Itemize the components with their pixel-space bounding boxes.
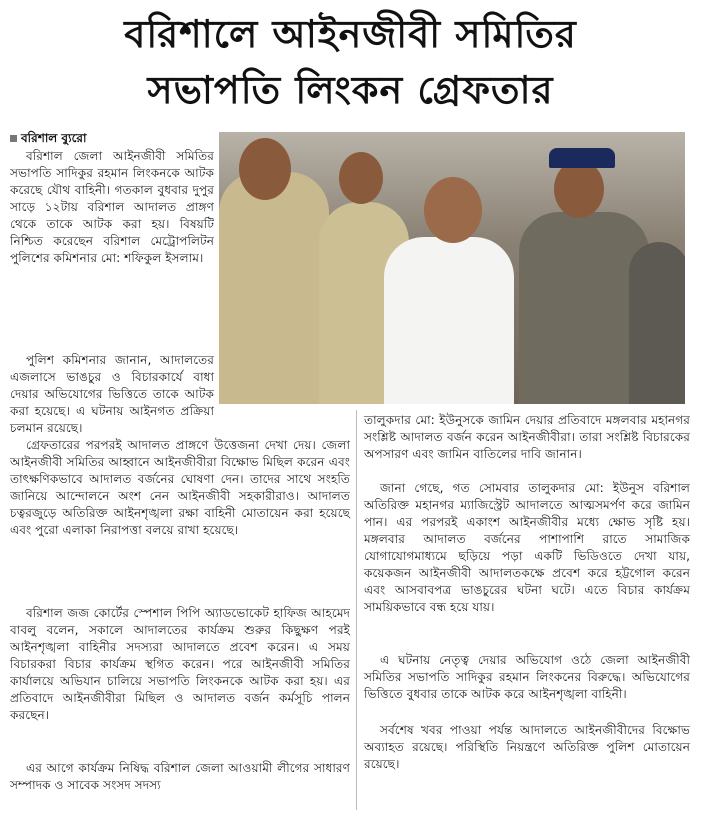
photo-figure bbox=[384, 237, 514, 404]
photo-figure-head bbox=[339, 152, 383, 204]
bullet-icon bbox=[10, 135, 17, 142]
news-photo bbox=[219, 132, 685, 404]
police-cap bbox=[549, 148, 615, 168]
photo-figure-head bbox=[554, 160, 604, 218]
paragraph: বরিশাল জজ কোর্টের স্পেশাল পিপি অ্যাডভোকেট হাফিজ আহমেদ বাবলু বলেন, সকালে আদালতের কার্যক্রম শুরুর কিছুক্ষণ পরই আইনশৃঙ্খলা বাহিনীর সদস্যরা আদালতে প্রবেশ করেন। এ সময় বিচারকরা বিচার কার্যক্রম স্থগিত করেন। পরে আইনজীবী সমিতির কার্যালয়ে অভিযান চালিয়ে সভাপতি লিংকনকে আটক করা হয়। এর প্রতিবাদে আইনজীবীরা মিছিল ও আদালত বর্জন কর্মসূচি পালন করছেন। bbox=[10, 606, 350, 722]
paragraph: এর আগে কার্যক্রম নিষিদ্ধ বরিশাল জেলা আওয়ামী লীগের সাধারণ সম্পাদক ও সাবেক সংসদ সদস্য bbox=[10, 761, 350, 792]
paragraph: এ ঘটনায় নেতৃত্ব দেয়ার অভিযোগ ওঠে জেলা আইনজীবী সমিতির সভাপতি সাদিকুর রহমান লিংকনের বিরুদ্ধে। অভিযোগের ভিত্তিতে বুধবার তাকে আটক করে আইনশৃঙ্খলা বাহিনী। bbox=[364, 653, 690, 701]
paragraph: সর্বশেষ খবর পাওয়া পর্যন্ত আদালতে আইনজীবীদের বিক্ষোভ অব্যাহত রয়েছে। পরিস্থিতি নিয়ন্ত্রণে অতিরিক্ত পুলিশ মোতায়েন রয়েছে। bbox=[364, 723, 690, 771]
paragraph: তালুকদার মো: ইউনুসকে জামিন দেয়ার প্রতিবাদে মঙ্গলবার মহানগর সংশ্লিষ্ট আদালত বর্জন করেন আইনজীবীরা। তারা সংশ্লিষ্ট বিচারকের অপসারণ এবং জামিন বাতিলের দাবি জানান। bbox=[364, 413, 690, 461]
byline bbox=[10, 130, 215, 146]
photo-figure bbox=[219, 172, 329, 404]
paragraph: পুলিশ কমিশনার জানান, আদালতের এজলাসে ভাঙচুর ও বিচারকার্যে বাধা দেয়ার অভিযোগের ভিত্তিতে তাকে আটক করা হয়েছে। এ ঘটনায় আইনগত প্রক্রিয়া চলমান রয়েছে। bbox=[10, 353, 214, 435]
column-divider bbox=[356, 410, 357, 810]
headline bbox=[0, 6, 701, 118]
photo-figure-head bbox=[424, 177, 482, 243]
photo-figure bbox=[629, 242, 685, 404]
photo-figure-head bbox=[239, 138, 291, 200]
headline-line-1: বরিশালে আইনজীবী সমিতির bbox=[124, 11, 577, 56]
byline-text: বরিশাল ব্যুরো bbox=[21, 131, 87, 145]
paragraph: বরিশাল জেলা আইনজীবী সমিতির সভাপতি সাদিকুর রহমান লিংকনকে আটক করেছে যৌথ বাহিনী। গতকাল বুধবার দুপুর সাড়ে ১২টায় বরিশাল আদালত প্রাঙ্গণ থেকে তাকে আটক করা হয়। বিষয়টি নিশ্চিত করেছেন বরিশাল মেট্রোপলিটন পুলিশের কমিশনার মো: শফিকুল ইসলাম। bbox=[10, 149, 214, 265]
headline-line-2: সভাপতি লিংকন গ্রেফতার bbox=[147, 67, 554, 112]
paragraph: গ্রেফতারের পরপরই আদালত প্রাঙ্গণে উত্তেজনা দেখা দেয়। জেলা আইনজীবী সমিতির আহ্বানে আইনজীবীরা বিক্ষোভ মিছিল করেন এবং তাৎক্ষণিকভাবে আদালত বর্জনের ঘোষণা দেন। তাদের সাথে সংহতি জানিয়ে আন্দোলনে অংশ নেন আইনজীবী সহকারীরাও। আদালত চত্বরজুড়ে অতিরিক্ত আইনশৃঙ্খলা রক্ষা বাহিনী মোতায়েন করা হয়েছে এবং পুরো এলাকা নিরাপত্তা বলয়ে রাখা হয়েছে। bbox=[10, 438, 350, 537]
paragraph: জানা গেছে, গত সোমবার তালুকদার মো: ইউনুস বরিশাল অতিরিক্ত মহানগর ম্যাজিস্ট্রেট আদালতে আত্মসমর্পণ করে জামিন পান। এর পরপরই একাংশ আইনজীবীর মধ্যে ক্ষোভ সৃষ্টি হয়। মঙ্গলবার আদালত বর্জনের পাশাপাশি রাতে সামাজিক যোগাযোগমাধ্যমে ছড়িয়ে পড়া একটি ভিডিওতে দেখা যায়, কয়েকজন আইনজীবী আদালতকক্ষে প্রবেশ করে হট্টগোল করেন এবং আসবাবপত্র ভাঙচুরের ঘটনা ঘটে। এতে বিচার কার্যক্রম সাময়িকভাবে বন্ধ হয়ে যায়। bbox=[364, 481, 690, 614]
